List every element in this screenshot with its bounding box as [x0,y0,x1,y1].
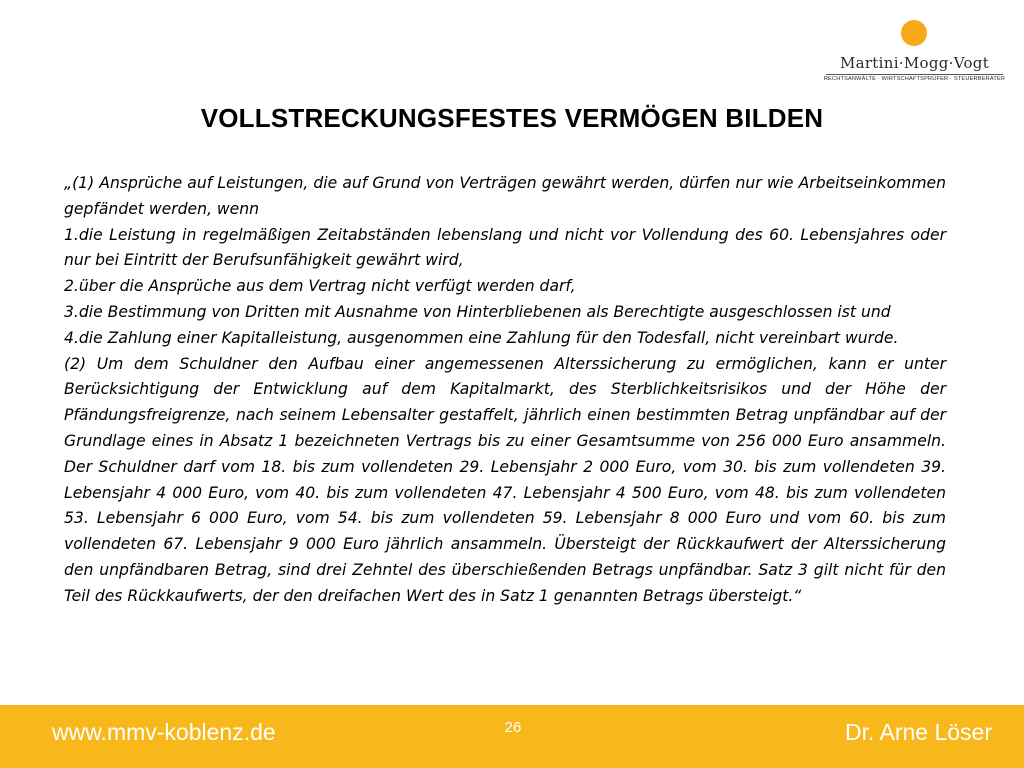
logo-dot-icon [901,20,927,46]
paragraph-item-1: 1.die Leistung in regelmäßigen Zeitabständen lebenslang und nicht vor Vollendung des 60. Lebensjahres oder nur bei Eintritt der Berufsunfähigkeit gewährt wird, [64,225,946,270]
paragraph-section-2: (2) Um dem Schuldner den Aufbau einer angemessenen Alterssicherung zu ermöglichen, kann er unter Berücksichtigung der Entwicklung auf dem Kapitalmarkt, des Sterblichkeitsrisikos und der Höhe der Pfändungsfreigrenze, nach seinem Lebensalter gestaffelt, jährlich einen bestimmten Betrag unpfändbar auf der Grundlage eines in Absatz 1 bezeichneten Vertrags bis zu einer Gesamtsumme von 256 000 Euro ansammeln. Der Schuldner darf vom 18. bis zum vollendeten 29. Lebensjahr 2 000 Euro, vom 30. bis zum vollendeten 39. Lebensjahr 4 000 Euro, vom 40. bis zum vollendeten 47. Lebensjahr 4 500 Euro, vom 48. bis zum vollendeten 53. Lebensjahr 6 000 Euro, vom 54. bis zum vollendeten 59. Lebensjahr 8 000 Euro und vom 60. bis zum vollendeten 67. Lebensjahr 9 000 Euro jährlich ansammeln. Übersteigt der Rückkaufwert der Alterssicherung den unpfändbaren Betrag, sind drei Zehntel des überschießenden Betrags unpfändbar. Satz 3 gilt nicht für den Teil des Rückkaufwerts, der den dreifachen Wert des in Satz 1 genannten Betrags übersteigt.“ [64,354,946,605]
company-logo [822,20,1007,82]
logo-name: Martini·Mogg·Vogt [839,54,990,72]
paragraph-item-4: 4.die Zahlung einer Kapitalleistung, ausgenommen eine Zahlung für den Todesfall, nicht vereinbart wurde. [64,328,899,347]
footer-website-link[interactable]: www.mmv-koblenz.de [52,719,276,745]
logo-divider [826,74,1003,75]
logo-subtitle: RECHTSANWÄLTE · WIRTSCHAFTSPRÜFER · STEUERBERATER [823,76,1006,82]
page-number: 26 [504,719,522,736]
paragraph-item-2: 2.über die Ansprüche aus dem Vertrag nicht verfügt werden darf, [64,277,576,296]
footer-author: Dr. Arne Löser [844,719,992,745]
paragraph-item-3: 3.die Bestimmung von Dritten mit Ausnahme von Hinterbliebenen als Berechtigte ausgeschlossen ist und [64,302,891,321]
paragraph-intro: „(1) Ansprüche auf Leistungen, die auf Grund von Verträgen gewährt werden, dürfen nur wie Arbeitseinkommen gepfändet werden, wenn [64,174,946,218]
slide-title: VOLLSTRECKUNGSFESTES VERMÖGEN BILDEN [200,103,824,133]
footer-bar [0,705,1024,768]
slide-body [64,171,946,610]
